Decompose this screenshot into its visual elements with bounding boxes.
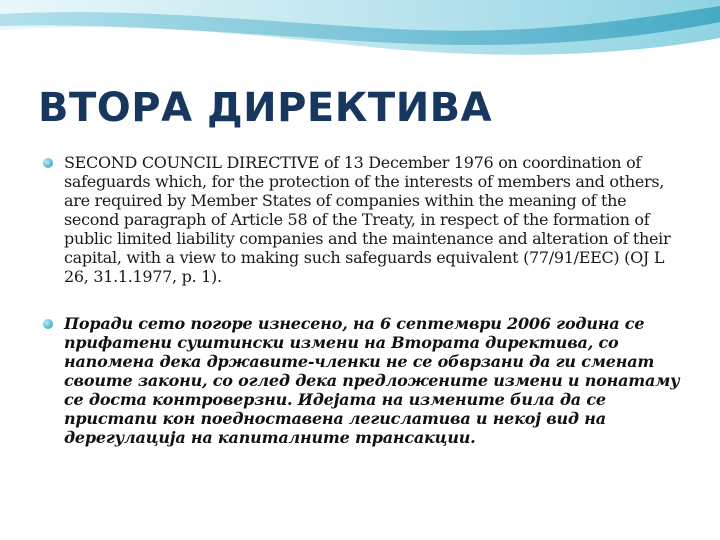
- list-item: [40, 314, 680, 447]
- page-title: ВТОРА ДИРЕКТИВА: [38, 85, 493, 131]
- bullet-dot-icon: [43, 158, 53, 168]
- list-item: [40, 153, 680, 286]
- bullet-dot-icon: [43, 319, 53, 329]
- header-wave-decoration: [0, 0, 720, 70]
- bullet-text-english: SECOND COUNCIL DIRECTIVE of 13 December 1976 on coordination of safeguards which, for the protection of the interests of members and others, are required by Member States of companies within the meaning of the second paragraph of Article 58 of the Treaty, in respect of the formation of public limited liability companies and the maintenance and alteration of their capital, with a view to making such safeguards equivalent (77/91/EEC) (OJ L 26, 31.1.1977, p. 1).: [64, 153, 671, 286]
- bullet-list: [40, 153, 680, 447]
- bullet-text-macedonian: Поради сето погоре изнесено, на 6 септември 2006 година се прифатени суштински измени на Втората директива, со напомена дека државите-членки не се обврзани да ги сменат своите закони, со оглед дека предложените измени и понатаму се доста контроверзни. Идејата на измените била да се пристапи кон поедноставена легислатива и некој вид на дерегулација на капиталните трансакции.: [64, 314, 680, 447]
